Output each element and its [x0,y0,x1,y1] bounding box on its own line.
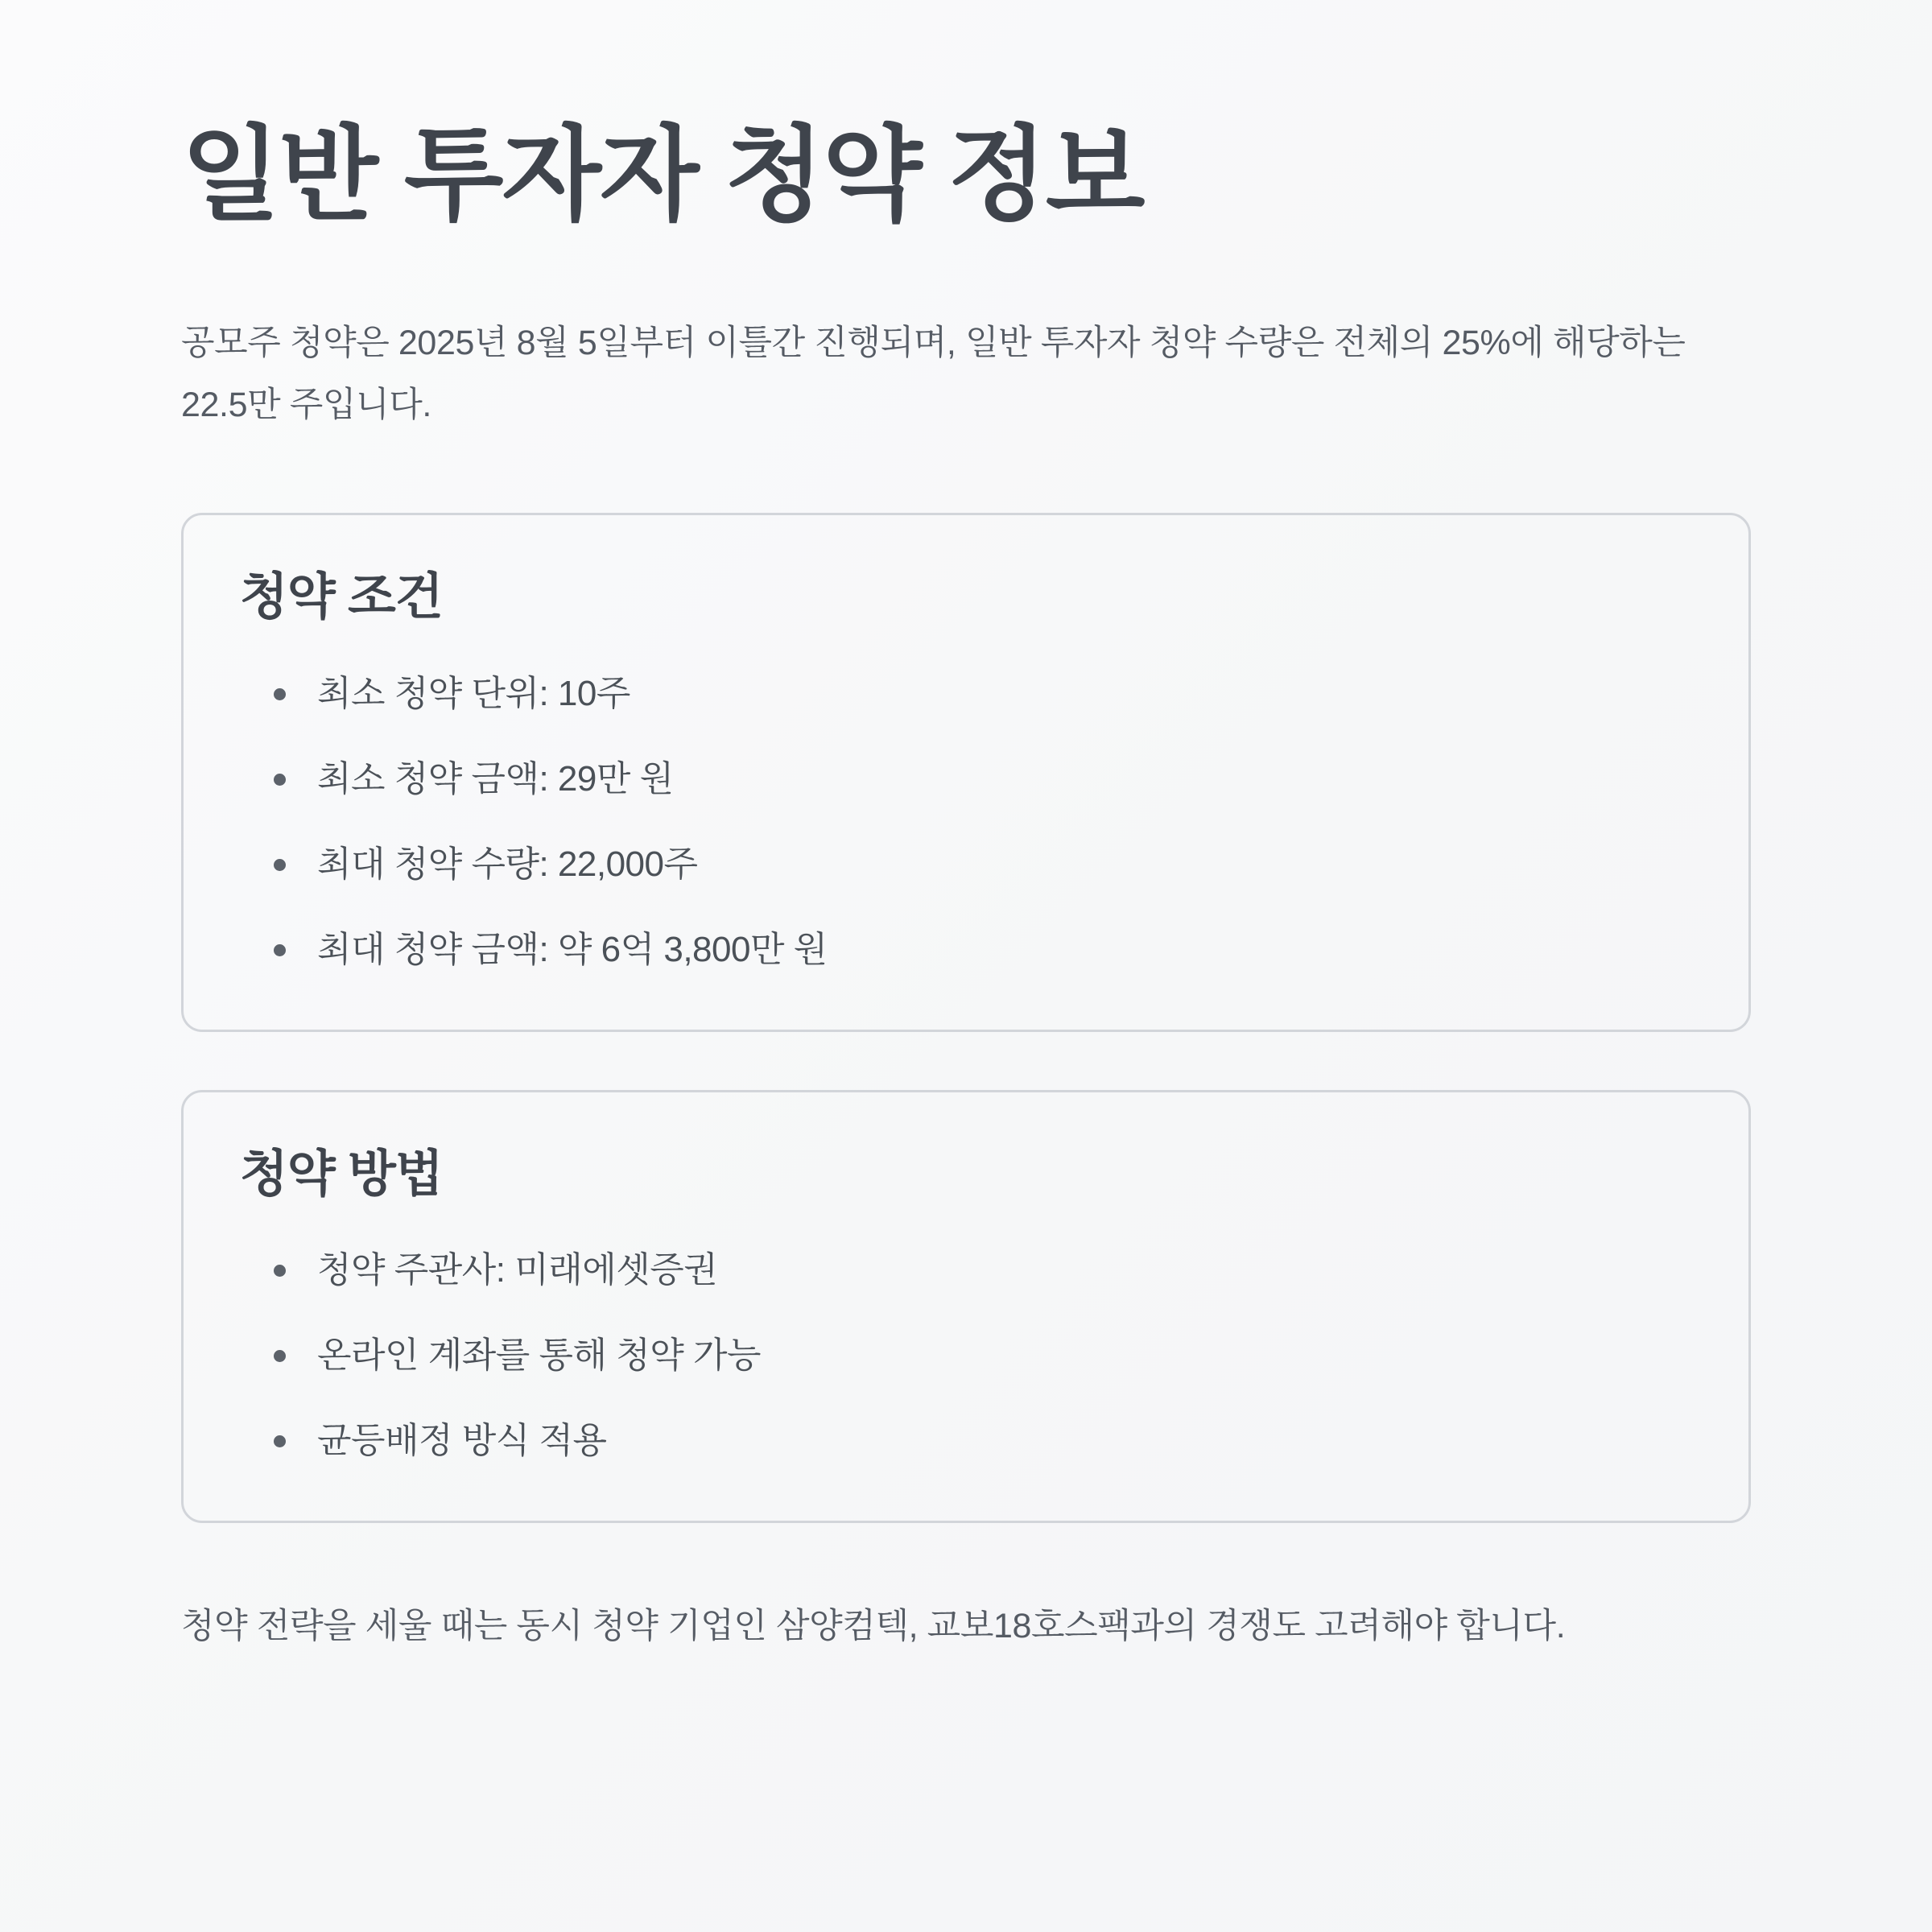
list-item: 균등배정 방식 적용 [240,1414,1692,1468]
list-item: 청약 주관사: 미래에셋증권 [240,1244,1692,1297]
outro-paragraph: 청약 전략을 세울 때는 동시 청약 기업인 삼양컴텍, 교보18호스팩과의 경쟁도 고려해야 합니다. [181,1607,1566,1646]
list-item: 최소 청약 금액: 29만 원 [240,753,1692,806]
card-list [240,1244,1692,1468]
intro-paragraph: 공모주 청약은 2025년 8월 5일부터 이틀간 진행되며, 일반 투자자 청약 수량은 전체의 25%에 해당하는 22.5만 주입니다. [181,324,1686,424]
card-title: 청약 조건 [240,569,443,625]
list-item: 최소 청약 단위: 10주 [240,667,1692,720]
page-title: 일반 투자자 청약 정보 [181,118,1144,233]
subscription-method-card [181,1090,1751,1524]
list-item: 최대 청약 수량: 22,000주 [240,838,1692,891]
list-item: 최대 청약 금액: 약 6억 3,800만 원 [240,923,1692,976]
card-title: 청약 방법 [240,1146,443,1202]
subscription-conditions-card [181,513,1751,1032]
card-list [240,667,1692,976]
list-item: 온라인 계좌를 통해 청약 가능 [240,1329,1692,1382]
